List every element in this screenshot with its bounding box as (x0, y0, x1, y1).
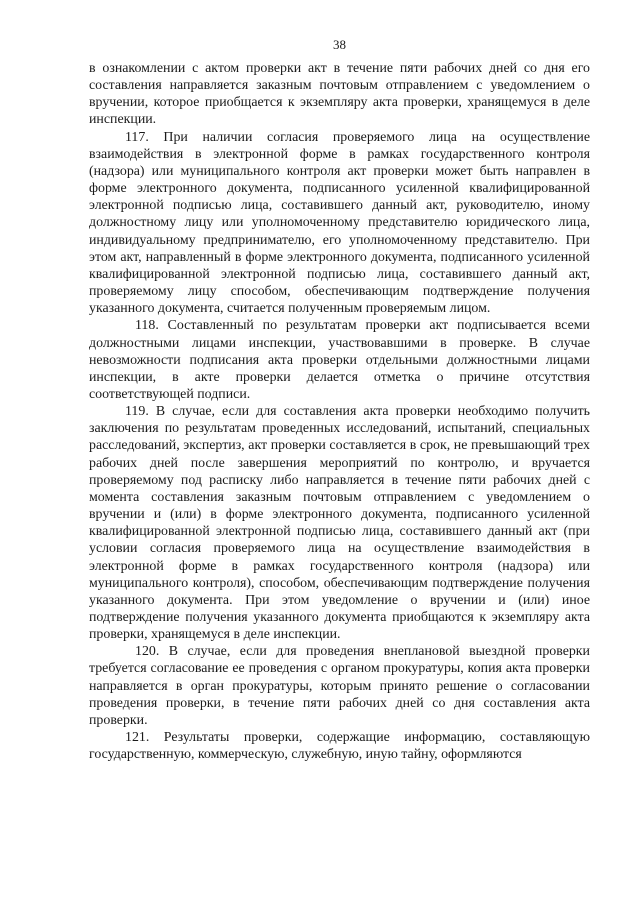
paragraph-121: 121. Результаты проверки, содержащие информацию, составляющую государственную, коммерческую, служебную, иную тайну, оформляются (89, 730, 590, 763)
paragraph-119: 119. В случае, если для составления акта проверки необходимо получить заключения по результатам проведенных исследований, испытаний, специальных расследований, экспертиз, акт проверки составляется в срок, не превышающий трех рабочих дней после завершения мероприятий по контролю, и вручается проверяемому под расписку либо направляется в течение пяти рабочих дней с момента составления заказным почтовым отправлением с уведомлением о вручении и (или) в форме электронного документа, подписанного усиленной квалифицированной электронной подписью лица, составившего данный акт (при условии согласия проверяемого лица на осуществление взаимодействия в электронной форме в рамках государственного контроля (надзора) или муниципального контроля), способом, обеспечивающим подтверждение получения указанного документа. При этом уведомление о вручении и (или) иное подтверждение получения указанного документа приобщаются к экземпляру акта проверки, хранящемуся в деле инспекции. (89, 404, 590, 643)
page-number: 38 (333, 37, 346, 52)
paragraph-continuation: в ознакомлении с актом проверки акт в течение пяти рабочих дней со дня его составления направляется заказным почтовым отправлением с уведомлением о вручении, которое приобщается к экземпляру акта проверки, хранящемуся в деле инспекции. (89, 61, 590, 128)
paragraph-117: 117. При наличии согласия проверяемого лица на осуществление взаимодействия в электронной форме в рамках государственного контроля (надзора) или муниципального контроля акт проверки может быть направлен в форме электронного документа, подписанного усиленной квалифицированной электронной подписью лица, составившего данный акт, руководителю, иному должностному лицу или уполномоченному представителю юридического лица, индивидуальному предпринимателю, его уполномоченному представителю. При этом акт, направленный в форме электронного документа, подписанного усиленной квалифицированной электронной подписью лица, составившего данный акт, проверяемому лицу способом, обеспечивающим подтверждение получения указанного документа, считается полученным проверяемым лицом. (89, 129, 590, 317)
paragraph-120: 120. В случае, если для проведения внеплановой выездной проверки требуется согласование ее проведения с органом прокуратуры, копия акта проверки направляется в орган прокуратуры, которым принято решение о согласовании проведения проверки, в течение пяти рабочих дней со дня составления акта проверки. (89, 644, 590, 728)
paragraph-118: 118. Составленный по результатам проверки акт подписывается всеми должностными лицами инспекции, участвовавшими в проверке. В случае невозможности подписания акта проверки отдельными должностными лицами инспекции, в акте проверки делается отметка о причине отсутствия соответствующей подписи. (89, 318, 590, 402)
